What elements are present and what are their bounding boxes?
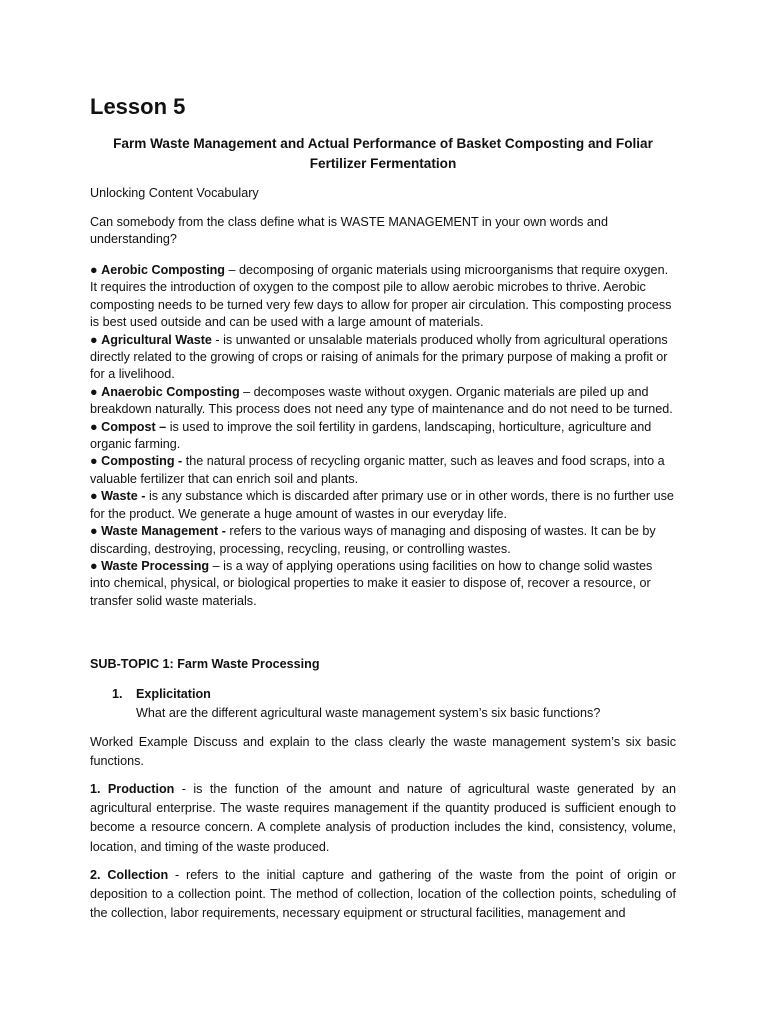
unlocking-heading: Unlocking Content Vocabulary	[90, 186, 259, 200]
function-collection	[90, 866, 676, 924]
vocab-definition: the natural process of recycling organic matter, such as leaves and food scraps, into a valuable fertilizer that can enrich soil and plants.	[90, 454, 665, 486]
class-question: Can somebody from the class define what is WASTE MANAGEMENT in your own words and understanding?	[90, 215, 608, 247]
bullet-icon: ●	[90, 454, 98, 469]
vocab-term: Aerobic Composting	[101, 263, 225, 277]
vocab-term: Composting -	[101, 454, 183, 469]
bullet-icon: ●	[90, 524, 98, 539]
vocab-item-compost	[90, 419, 676, 454]
vocab-item-anaerobic-composting: ● Anaerobic Composting – decomposes waste without oxygen. Organic materials are piled up and breakdown naturally. This process does not need any type of maintenance and do not need to be turned.	[90, 384, 673, 417]
vocab-item-waste	[90, 488, 676, 523]
vocab-item-waste-management	[90, 523, 676, 558]
vocab-term: Agricultural Waste	[101, 332, 212, 347]
function-production	[90, 780, 676, 857]
bullet-icon: ●	[90, 384, 98, 399]
vocab-definition: decomposing of organic materials using microorganisms that require oxygen. It requires the introduction of oxygen to the compost pile to allow aerobic microbes to thrive. Aerobic composting needs to be turned very few days to allow for proper air circulation. This composting process is best used outside and can be used with a large amount of materials.	[90, 263, 672, 330]
vocab-definition: is used to improve the soil fertility in gardens, landscaping, horticulture, agriculture and organic farming.	[90, 419, 652, 452]
bullet-icon: ●	[90, 419, 98, 434]
vocabulary-list	[90, 262, 676, 610]
vocab-item-composting	[90, 453, 676, 488]
bullet-icon: ●	[90, 263, 98, 277]
vocab-definition: is unwanted or unsalable materials produced wholly from agricultural operations directly related to the growing of crops or raising of animals for the primary purpose of making a profit or for a livelihood.	[90, 332, 668, 382]
vocab-definition: refers to the various ways of managing and disposing of wastes. It can be by discarding, destroying, processing, recycling, reusing, or controlling wastes.	[90, 524, 656, 556]
vocab-definition: decomposes waste without oxygen. Organic materials are piled up and breakdown naturally. This process does not need any type of maintenance and do not need to be turned.	[90, 384, 673, 417]
vocab-term: Waste -	[101, 489, 146, 504]
vocab-term: Waste Management -	[101, 524, 226, 539]
vocab-term: Anaerobic Composting	[101, 384, 240, 399]
subtopic-heading: SUB-TOPIC 1: Farm Waste Processing	[90, 657, 320, 671]
worked-example-text: Worked Example Discuss and explain to the class clearly the waste management system’s six basic functions.	[90, 735, 676, 769]
vocab-term: Waste Processing	[101, 558, 210, 573]
lesson-title: Lesson 5	[90, 94, 186, 119]
vocab-definition: is any substance which is discarded after primary use or in other words, there is no further use for the product. We generate a huge amount of wastes in our everyday life.	[90, 489, 674, 521]
explicitation-heading: Explicitation	[136, 687, 211, 701]
bullet-icon: ●	[90, 489, 98, 504]
list-number: 1.	[112, 687, 123, 701]
function-text: - refers to the initial capture and gathering of the waste from the point of origin or deposition to a collection point. The method of collection, location of the collection points, scheduling of the collection, labor requirements, necessary equipment or structural facilities, management and	[90, 868, 676, 921]
bullet-icon: ●	[90, 332, 98, 347]
vocab-definition: is a way of applying operations using facilities on how to change solid wastes into chemical, physical, or biological properties to make it easier to dispose of, recover a resource, or transfer solid waste materials.	[90, 558, 653, 608]
vocab-term: Compost –	[101, 419, 167, 434]
function-term: 1. Production	[90, 782, 175, 796]
main-title: Farm Waste Management and Actual Performance of Basket Composting and Foliar Fertilizer Fermentation	[113, 136, 653, 171]
function-text: - is the function of the amount and nature of agricultural waste generated by an agricultural enterprise. The waste requires management if the quantity produced is sufficient enough to become a resource concern. A complete analysis of production includes the kind, consistency, volume, location, and timing of the waste produced.	[90, 782, 677, 854]
bullet-icon: ●	[90, 558, 98, 573]
function-term: 2. Collection	[90, 868, 169, 882]
vocab-item-agricultural-waste: ● Agricultural Waste - is unwanted or unsalable materials produced wholly from agricultural operations directly related to the growing of crops or raising of animals for the primary purpose of making a profit or for a livelihood.	[90, 332, 668, 382]
vocab-item-waste-processing: ● Waste Processing – is a way of applying operations using facilities on how to change solid wastes into chemical, physical, or biological properties to make it easier to dispose of, recover a resource, or transfer solid waste materials.	[90, 558, 653, 608]
vocab-item-aerobic-composting: ● Aerobic Composting – decomposing of organic materials using microorganisms that require oxygen. It requires the introduction of oxygen to the compost pile to allow aerobic microbes to thrive. Aerobic composting needs to be turned very few days to allow for proper air circulation. This composting process is best used outside and can be used with a large amount of materials.	[90, 263, 672, 330]
explicitation-question: What are the different agricultural waste management system’s six basic functions?	[136, 706, 601, 720]
